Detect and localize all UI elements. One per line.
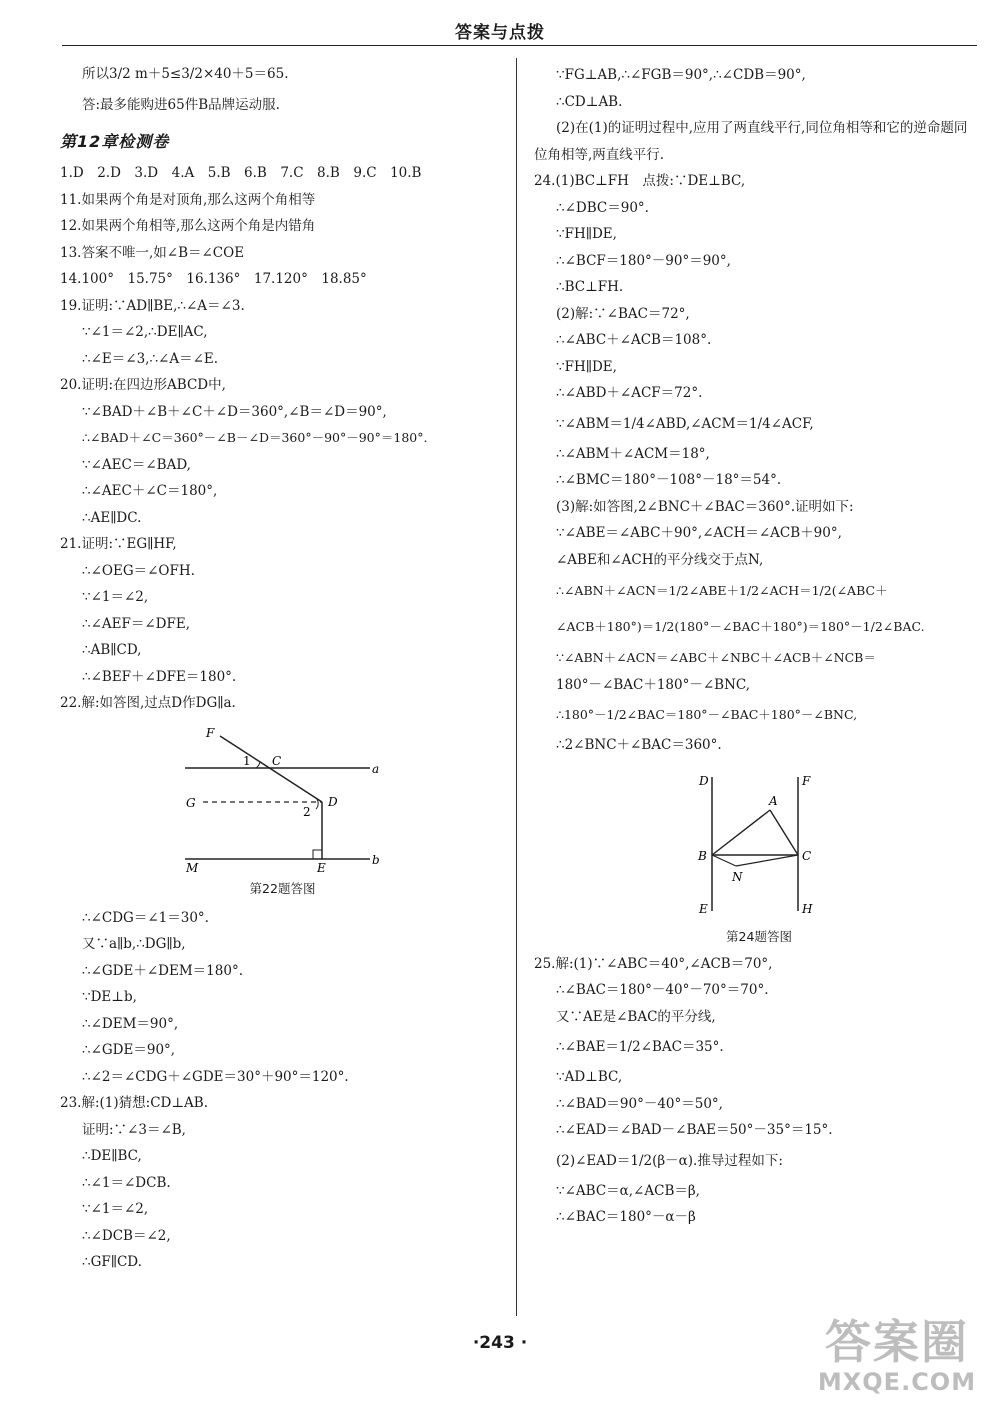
label-E: E (317, 860, 326, 873)
header-rule (62, 45, 977, 46)
text-line: ∵∠BAD＋∠B＋∠C＋∠D＝360°,∠B＝∠D＝90°, (82, 403, 387, 420)
text-line: ∴∠BAC＝180°－40°－70°＝70°. (556, 982, 769, 998)
text-line: 1.D 2.D 3.D 4.A 5.B 6.B 7.C 8.B 9.C 10.B (60, 165, 422, 181)
text-line: ∴∠DEM＝90°, (82, 1015, 179, 1032)
text-line: ∠ACB＋180°)＝1/2(180°－∠BAC＋180°)＝180°－1/2∠BAC. (556, 619, 925, 634)
figure-24-caption: 第24题答图 (726, 928, 792, 944)
figure-24-diagram (534, 769, 984, 919)
text-line: ∴∠BCF＝180°－90°＝90°, (556, 252, 731, 269)
text-line: ∴∠BEF＋∠DFE＝180°. (82, 668, 237, 685)
text-line: ∴AE∥DC. (82, 509, 142, 526)
text-line: ∵∠ABE＝∠ABC＋90°,∠ACH＝∠ACB＋90°, (556, 525, 842, 541)
label-G: G (186, 795, 196, 810)
figure-22-diagram (60, 723, 505, 873)
site-watermark (802, 1315, 992, 1405)
text-line: ∴∠ABM＋∠ACM＝18°, (556, 445, 710, 462)
label-2: 2 (303, 804, 311, 819)
label-C: C (272, 753, 282, 768)
text-line: ∴BC⊥FH. (556, 279, 624, 295)
text-line: ∴∠AEF＝∠DFE, (82, 615, 191, 632)
text-line: ∴∠BAC＝180°－α－β (556, 1209, 696, 1225)
text-line: ∴∠2＝∠CDG＋∠GDE＝30°＋90°＝120°. (82, 1068, 349, 1085)
label-b: b (372, 852, 380, 867)
text-line: ∵∠ABN＋∠ACN＝∠ABC＋∠NBC＋∠ACB＋∠NCB＝ (556, 650, 876, 665)
text-line: ∴∠GDE＝90°, (82, 1042, 176, 1058)
text-line: 24.(1)BC⊥FH 点拨:∵DE⊥BC, (534, 173, 746, 189)
watermark-url: MXQE.COM (817, 1368, 977, 1396)
text-line: ∴GF∥CD. (82, 1254, 142, 1270)
text-line: 20.证明:在四边形ABCD中, (60, 377, 226, 393)
text-line: ∴180°－1/2∠BAC＝180°－∠BAC＋180°－∠BNC, (556, 707, 858, 722)
text-line: ∴∠BAD＋∠C＝360°－∠B－∠D＝360°－90°－90°＝180°. (82, 430, 428, 445)
text-line: ∵∠ABC＝α,∠ACB＝β, (556, 1182, 700, 1199)
text-line: (2)∠EAD＝1/2(β－α).推导过程如下: (556, 1152, 783, 1169)
text-line: ∴∠BMC＝180°－108°－18°＝54°. (556, 472, 782, 488)
text-line: ∴∠DBC＝90°. (556, 199, 649, 216)
text-line: ∴∠CDG＝∠1＝30°. (82, 909, 209, 926)
label-N: N (732, 869, 743, 884)
page-number: ·243 · (472, 1333, 528, 1353)
section-title: 第12章检测卷 (60, 132, 170, 151)
text-line: ∵FH∥DE, (556, 358, 617, 375)
label-D: D (699, 773, 709, 788)
text-line: 25.解:(1)∵∠ABC＝40°,∠ACB＝70°, (534, 955, 773, 972)
text-paragraph: (2)在(1)的证明过程中,应用了两直线平行,同位角相等和它的逆命题同位角相等,两直线平行. (534, 120, 968, 163)
text-line: ∴∠GDE＋∠DEM＝180°. (82, 962, 243, 979)
text-line: 答:最多能购进65件B品牌运动服. (82, 97, 280, 113)
text-line: ∵∠1＝∠2, (82, 589, 149, 605)
text-line: ∴∠E＝∠3,∴∠A＝∠E. (82, 350, 219, 367)
text-line: 23.解:(1)猜想:CD⊥AB. (60, 1095, 208, 1111)
text-line: ∴∠EAD＝∠BAD－∠BAE＝50°－35°＝15°. (556, 1122, 833, 1138)
label-D: D (328, 794, 338, 809)
text-line: ∴CD⊥AB. (556, 93, 623, 110)
watermark-logo-text: 答案圈 (825, 1315, 969, 1369)
label-1: 1 (243, 753, 251, 768)
label-A: A (769, 793, 778, 808)
text-line: ∵∠AEC＝∠BAD, (82, 456, 191, 473)
text-line: ∵∠1＝∠2,∴DE∥AC, (82, 324, 208, 340)
text-line: 21.证明:∵EG∥HF, (60, 536, 177, 552)
text-line: ∵∠ABM＝1/4∠ABD,∠ACM＝1/4∠ACF, (556, 415, 814, 432)
text-line: 所以3/2 m＋5≤3/2×40＋5＝65. (82, 66, 289, 82)
page-header-title: 答案与点拨 (455, 23, 545, 43)
text-line: ∴∠DCB＝∠2, (82, 1227, 171, 1244)
text-line: 22.解:如答图,过点D作DG∥a. (60, 695, 236, 711)
column-divider (516, 58, 517, 1316)
text-line: ∴∠BAE＝1/2∠BAC＝35°. (556, 1039, 724, 1055)
right-column (534, 62, 984, 1231)
text-line: ∴∠OEG＝∠OFH. (82, 562, 195, 579)
text-line: ∴2∠BNC＋∠BAC＝360°. (556, 737, 722, 753)
text-line: 12.如果两个角相等,那么这两个角是内错角 (60, 218, 316, 234)
text-line: 14.100° 15.75° 16.136° 17.120° 18.85° (60, 271, 367, 287)
text-line: ∵DE⊥b, (82, 989, 137, 1005)
text-line: ∴∠AEC＋∠C＝180°, (82, 483, 218, 499)
text-line: 又∵a∥b,∴DG∥b, (82, 936, 186, 952)
text-line: ∵FG⊥AB,∴∠FGB＝90°,∴∠CDB＝90°, (556, 67, 806, 83)
figure-24 (534, 769, 984, 945)
text-line: ∵AD⊥BC, (556, 1069, 623, 1085)
left-column (60, 62, 505, 1276)
label-B: B (698, 848, 707, 863)
text-line: ∴∠ABD＋∠ACF＝72°. (556, 385, 703, 401)
text-line: 180°－∠BAC＋180°－∠BNC, (556, 676, 751, 693)
text-line: 又∵AE是∠BAC的平分线, (556, 1008, 716, 1025)
text-line: 19.证明:∵AD∥BE,∴∠A＝∠3. (60, 297, 245, 314)
text-line: ∴∠ABC＋∠ACB＝108°. (556, 332, 712, 348)
text-line: 证明:∵∠3＝∠B, (82, 1121, 186, 1138)
text-line: ∴DE∥BC, (82, 1148, 142, 1164)
label-H: H (802, 901, 813, 916)
label-a: a (372, 761, 380, 776)
text-line: ∴AB∥CD, (82, 642, 142, 658)
label-M: M (186, 860, 199, 873)
figure-22 (60, 723, 505, 897)
text-line: ∵∠1＝∠2, (82, 1201, 149, 1217)
text-line: ∵FH∥DE, (556, 226, 617, 242)
text-line: ∠ABE和∠ACH的平分线交于点N, (556, 551, 764, 568)
label-C: C (802, 848, 812, 863)
figure-22-caption: 第22题答图 (249, 880, 316, 896)
text-line: ∴∠1＝∠DCB. (82, 1174, 171, 1191)
text-line: (2)解:∵∠BAC＝72°, (556, 305, 690, 322)
text-line: 13.答案不唯一,如∠B＝∠COE (60, 244, 245, 261)
label-F: F (206, 725, 215, 740)
label-F: F (802, 773, 811, 788)
label-E: E (699, 901, 708, 916)
text-line: (3)解:如答图,2∠BNC＋∠BAC＝360°.证明如下: (556, 498, 854, 515)
text-line: 11.如果两个角是对顶角,那么这两个角相等 (60, 191, 316, 208)
text-line: ∴∠ABN＋∠ACN＝1/2∠ABE＋1/2∠ACH＝1/2(∠ABC＋ (556, 583, 888, 598)
text-line: ∴∠BAD＝90°－40°＝50°, (556, 1095, 723, 1112)
